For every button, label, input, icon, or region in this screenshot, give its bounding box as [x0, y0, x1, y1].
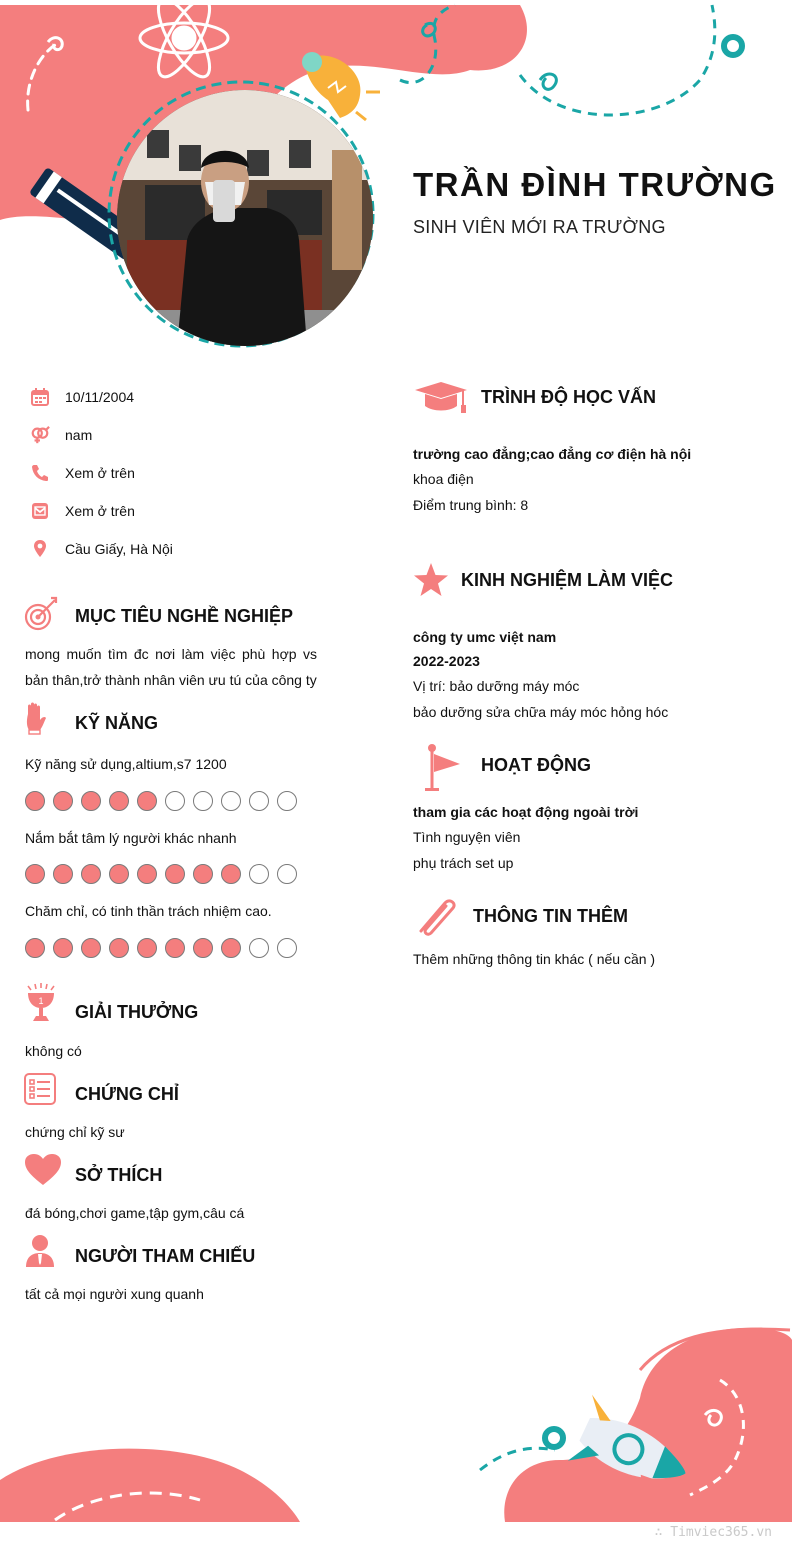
contact-address [30, 537, 173, 561]
activities-role: Tình nguyện viên [413, 829, 521, 845]
rating-dot-filled [53, 864, 73, 884]
person-icon [25, 1234, 63, 1272]
rating-dot-empty [193, 791, 213, 811]
phone-icon [30, 463, 50, 483]
gender-icon [30, 425, 50, 445]
rating-dot-filled [137, 864, 157, 884]
watermark-text: ∴ Timviec365.vn [654, 1525, 772, 1540]
rating-dot-filled [109, 938, 129, 958]
education-major: khoa điện [413, 471, 474, 487]
rating-dot-filled [81, 791, 101, 811]
rating-dot-filled [221, 938, 241, 958]
rating-dot-filled [193, 864, 213, 884]
paperclip-icon [415, 895, 459, 942]
rating-dot-filled [25, 864, 45, 884]
objective-title: MỤC TIÊU NGHỀ NGHIỆP [75, 606, 294, 626]
rating-dot-empty [165, 791, 185, 811]
email-icon [30, 501, 50, 521]
contact-text: Xem ở trên [65, 465, 135, 481]
heart-icon [24, 1153, 62, 1191]
location-icon [30, 539, 50, 559]
education-title: TRÌNH ĐỘ HỌC VẤN [481, 387, 656, 407]
objective-text: mong muốn tìm đc nơi làm việc phù hợp vs bản thân,trở thành nhân viên ưu tú của công ty [25, 646, 317, 688]
skills-title: KỸ NĂNG [75, 713, 159, 733]
rating-dot-empty [249, 791, 269, 811]
graduation-cap-icon [413, 380, 469, 421]
experience-position: Vị trí: bảo dưỡng máy móc [413, 678, 580, 694]
rating-dot-empty [221, 791, 241, 811]
rating-dot-filled [25, 791, 45, 811]
checklist-icon [24, 1073, 62, 1111]
skill-rating [25, 864, 297, 884]
rating-dot-filled [165, 938, 185, 958]
awards-text: không có [25, 1043, 82, 1059]
rating-dot-filled [193, 938, 213, 958]
certificates-text: chứng chỉ kỹ sư [25, 1124, 125, 1140]
additional-title: THÔNG TIN THÊM [473, 906, 628, 926]
certificates-title: CHỨNG CHỈ [75, 1084, 179, 1104]
skill-name: Chăm chỉ, có tinh thần trách nhiệm cao. [25, 903, 272, 919]
education-school: trường cao đẳng;cao đẳng cơ điện hà nội [413, 446, 692, 462]
rating-dot-filled [53, 938, 73, 958]
skill-rating [25, 938, 297, 958]
contact-phone [30, 461, 135, 485]
education-gpa: Điểm trung bình: 8 [413, 497, 529, 513]
rating-dot-filled [165, 864, 185, 884]
rating-dot-filled [109, 791, 129, 811]
rating-dot-empty [249, 864, 269, 884]
contact-gender [30, 423, 92, 447]
rating-dot-empty [277, 791, 297, 811]
experience-company: công ty umc việt nam [413, 629, 557, 645]
rating-dot-filled [109, 864, 129, 884]
rating-dot-filled [137, 938, 157, 958]
candidate-name: TRẦN ĐÌNH TRƯỜNG [413, 166, 777, 203]
footer-decoration [0, 1300, 800, 1522]
experience-period: 2022-2023 [413, 653, 480, 669]
contact-text: 10/11/2004 [65, 389, 135, 405]
contact-email [30, 499, 135, 523]
skill-name: Kỹ năng sử dụng,altium,s7 1200 [25, 756, 227, 772]
star-icon [413, 563, 449, 602]
references-text: tất cả mọi người xung quanh [25, 1286, 204, 1302]
rating-dot-empty [277, 938, 297, 958]
activities-title: HOẠT ĐỘNG [481, 755, 591, 775]
calendar-icon [30, 387, 50, 407]
activities-description: phụ trách set up [413, 855, 514, 871]
contact-birthday [30, 385, 134, 409]
profile-photo [117, 90, 373, 346]
activities-org: tham gia các hoạt động ngoài trời [413, 804, 639, 820]
hand-icon [23, 702, 61, 740]
rating-dot-empty [277, 864, 297, 884]
rating-dot-filled [81, 864, 101, 884]
contact-text: Cầu Giấy, Hà Nội [65, 541, 173, 557]
references-title: NGƯỜI THAM CHIẾU [75, 1246, 256, 1266]
contact-text: Xem ở trên [65, 503, 135, 519]
awards-title: GIẢI THƯỞNG [75, 1002, 199, 1022]
contact-text: nam [65, 427, 93, 443]
skill-name: Nắm bắt tâm lý người khác nhanh [25, 830, 237, 846]
hobbies-text: đá bóng,chơi game,tập gym,câu cá [25, 1205, 245, 1221]
trophy-icon [22, 983, 60, 1021]
rating-dot-filled [53, 791, 73, 811]
hobbies-title: SỞ THÍCH [75, 1165, 163, 1185]
target-icon [23, 596, 61, 634]
rating-dot-empty [249, 938, 269, 958]
rating-dot-filled [221, 864, 241, 884]
experience-description: bảo dưỡng sửa chữa máy móc hỏng hóc [413, 704, 669, 720]
rating-dot-filled [81, 938, 101, 958]
flag-icon [420, 744, 464, 797]
skill-rating [25, 791, 297, 811]
additional-text: Thêm những thông tin khác ( nếu cần ) [413, 951, 656, 967]
svg-text:1: 1 [38, 996, 44, 1006]
candidate-role: SINH VIÊN MỚI RA TRƯỜNG [413, 217, 666, 237]
experience-title: KINH NGHIỆM LÀM VIỆC [461, 570, 674, 590]
rating-dot-filled [137, 791, 157, 811]
rating-dot-filled [25, 938, 45, 958]
